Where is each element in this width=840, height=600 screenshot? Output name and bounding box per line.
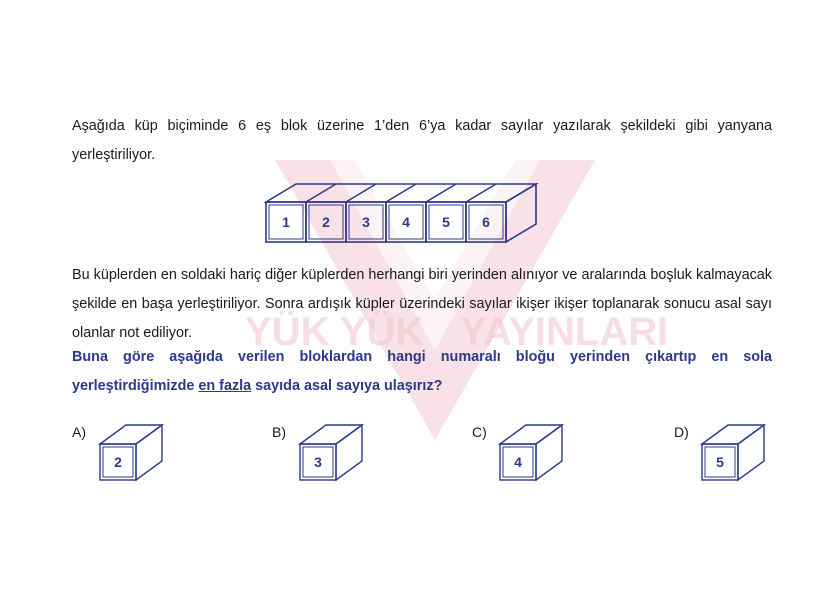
- option-c-cube[interactable]: [498, 424, 566, 484]
- question-text: [72, 343, 772, 401]
- option-b-label[interactable]: B): [272, 424, 286, 440]
- watermark-left-text: YÜK YÜK: [245, 310, 425, 354]
- cube-number: 2: [322, 214, 330, 230]
- question-underlined: en fazla: [198, 378, 252, 394]
- cube-number: 4: [402, 214, 410, 230]
- option-d-label[interactable]: D): [674, 424, 689, 440]
- option-cube-number: 3: [314, 454, 322, 470]
- option-c-label[interactable]: C): [472, 424, 487, 440]
- cube-number: 1: [282, 214, 290, 230]
- option-a-cube[interactable]: [98, 424, 166, 484]
- rule-paragraph: Bu küplerden en soldaki hariç diğer küplerden herhangi biri yerinden alınıyor ve aralarında boşluk kalmayacak şekilde en başa yerleştiriliyor. Sonra ardışık küpler üzerindeki sayılar ikişer ikişer toplanarak sonucu asal sayı olanlar not ediliyor.: [72, 267, 772, 341]
- intro-text: Aşağıda küp biçiminde 6 eş blok üzerine 1’den 6’ya kadar sayılar yazılarak şekildeki gibi yanyana yerleştiriliyor.: [72, 118, 772, 163]
- cube-number: 5: [442, 214, 450, 230]
- option-cube-number: 2: [114, 454, 122, 470]
- cube-number: 6: [482, 214, 490, 230]
- option-a-label[interactable]: A): [72, 424, 86, 440]
- cube-number: 3: [362, 214, 370, 230]
- option-b-cube[interactable]: [298, 424, 366, 484]
- question-part2: sayıda asal sayıya ulaşırız?: [251, 378, 443, 394]
- option-cube-number: 5: [716, 454, 724, 470]
- option-d-cube[interactable]: [700, 424, 768, 484]
- cube-row: [264, 182, 544, 244]
- question-part1: Buna göre aşağıda verilen bloklardan hangi numaralı bloğu yerinden çıkartıp en sola yerleştirdiğimizde: [72, 349, 772, 394]
- watermark-right-text: YAYINLARI: [460, 310, 669, 354]
- option-cube-number: 4: [514, 454, 522, 470]
